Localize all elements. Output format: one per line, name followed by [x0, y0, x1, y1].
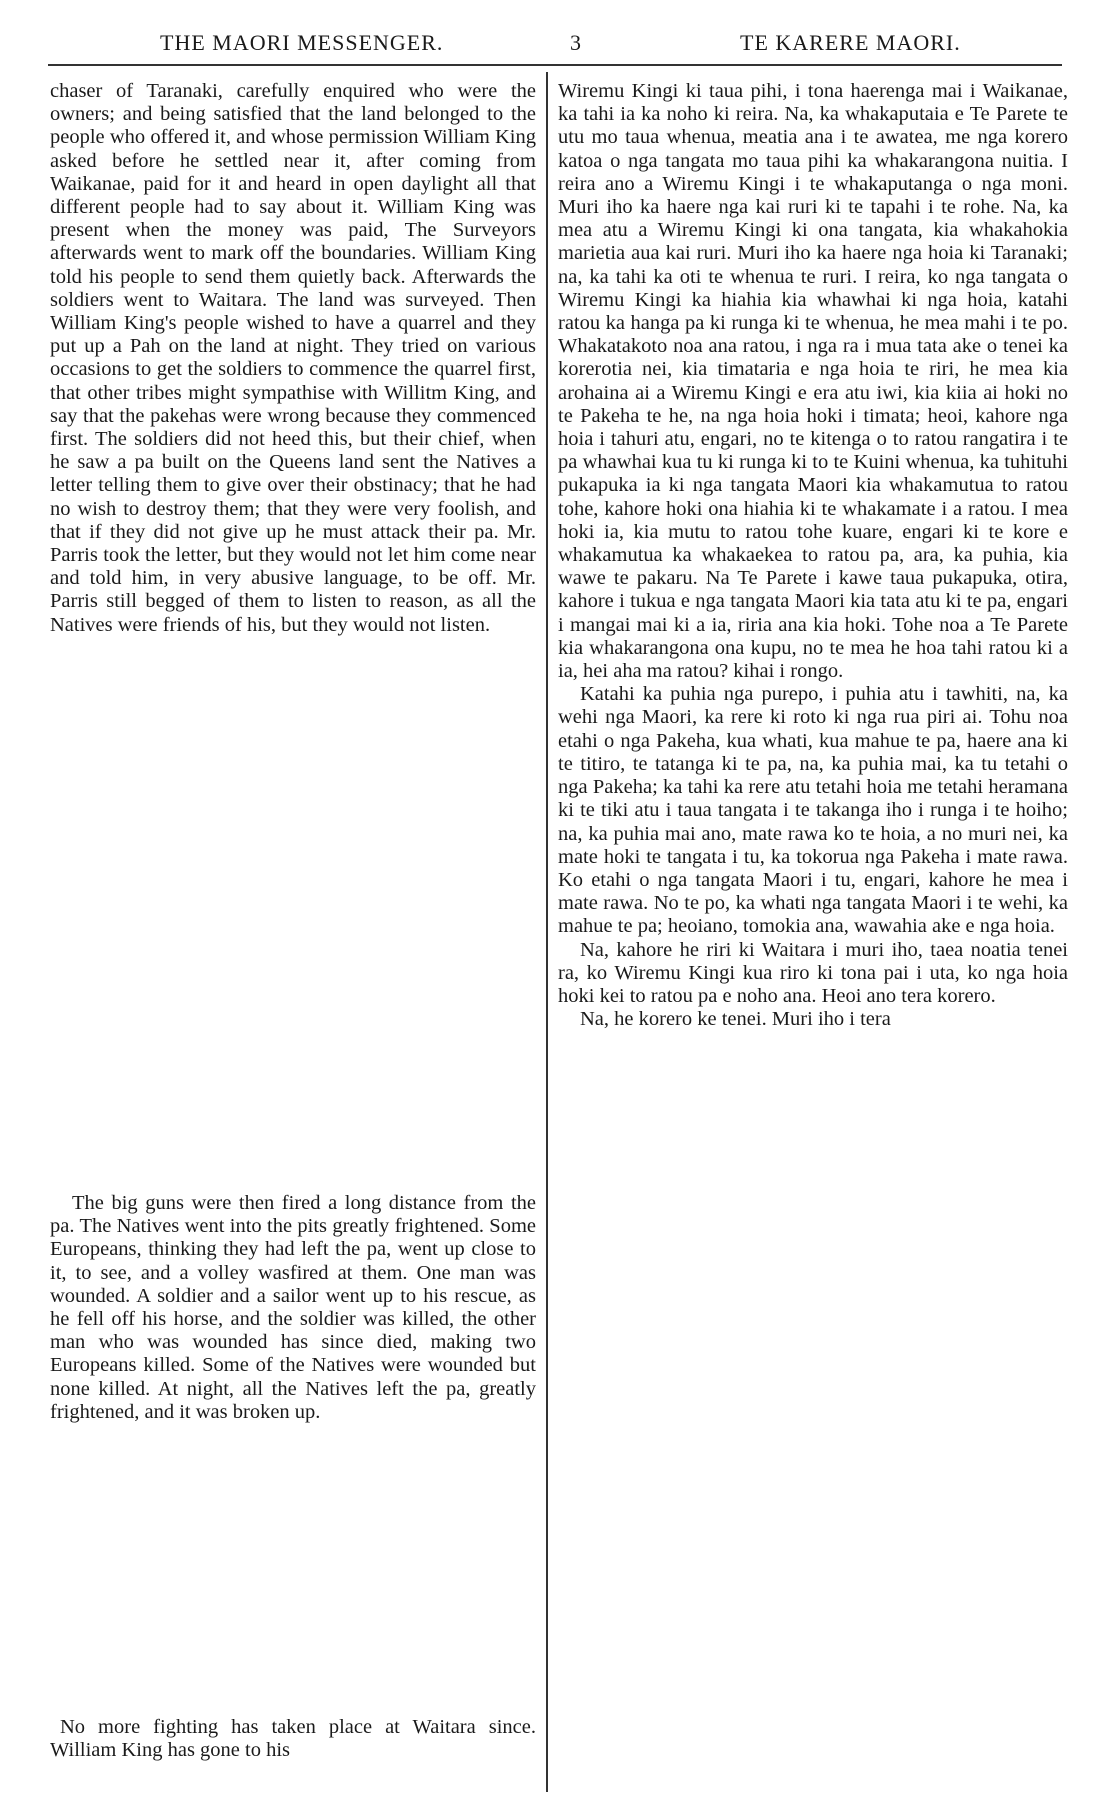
header-rule	[48, 64, 1062, 66]
maori-masthead: TE KARERE MAORI.	[740, 30, 961, 55]
maori-paragraph-4: Na, he korero ke tenei. Muri iho i tera	[580, 1008, 891, 1031]
column-divider	[546, 72, 548, 1792]
maori-paragraph-2: Katahi ka puhia nga purepo, i puhia atu i tawhiti, na, ka wehi nga Maori, ka rere ki roto ki nga rua piri ai. Tohu noa etahi o nga Pakeha, kua whati, kua mahue te pa, haere ana ki te titiro, te tatanga ki te pa, na, ka puhia mai, ka tu tetahi o nga Pakeha; ka tahi ka rere atu tetahi hoia me tetahi heramana ki te tiki atu i taua tangata i te takanga iho i runga i te hoiho; na, ka puhia mai ano, mate rawa ko te hoia, a no muri nei, ka mate hoki te tangata i tu, ka tokorua nga Pakeha i mate rawa. Ko etahi o nga tangata Maori i tu, engari, kahore he mea i mate rawa. No te po, ka whati nga tangata Maori i te wehi, ka mahue te pa; heoiano, tomokia ana, wawahia ake e nga hoia.	[558, 683, 1068, 938]
maori-paragraph-1: Wiremu Kingi ki taua pihi, i tona haerenga mai i Waikanae, ka tahi ia ka noho ki reira. Na, ka whakaputaia e Te Parete te utu mo taua whenua, meatia ana i te awatea, me nga korero katoa o nga tangata mo taua pihi ka whakarangona nuitia. I reira ano a Wiremu Kingi i te whakaputanga o nga moni. Muri iho ka haere nga kai ruri ki te tapahi i te rohe. Na, ka mea atu a Wiremu Kingi ki ona tangata, kia whakahokia marietia aua kai ruri. Muri iho ka haere nga hoia ki Taranaki; na, ka tahi ka oti te whenua te ruri. I reira, ko nga tangata o Wiremu Kingi ka hiahia kia whawhai ki nga hoia, katahi ratou ka hanga pa ki runga ki te whenua, he mea mahi i te po. Whakatakoto noa ana ratou, i nga ra i mua tata ake o tenei ka korerotia nei, kia timataria e nga hoia te riri, he mea kia arohaina ai a Wiremu Kingi e era atu iwi, kia kiia ai hoki no te Pakeha te he, na nga hoia hoki i timata; heoi, kahore nga hoia i tahuri atu, engari, no te kitenga o to ratou rangatira i te pa whawhai kua tu ki runga ki to te Kuini whenua, ka tuhituhi pukapuka ia ki nga tangata Maori kia whakamutua to ratou tohe, kahore hoki ona hiahia ki te whakamate i a ratou. I mea hoki ia, kia mutu to ratou tohe kuare, engari ki te kore e whakamutua ka whakaekea to ratou pa, ara, ka puhia, kia wawe te pakaru. Na Te Parete i kawe taua pukapuka, otira, kahore i tukua e nga tangata Maori kia tata atu ki te pa, engari i mangai mai ki a ia, riria ana kia hoki. Tohe noa a Te Parete kia whakarangona ona kupu, no te mea he hoa tahi ratou ki a ia, hei aha ma ratou? kihai i rongo.	[558, 80, 1068, 683]
page-header	[40, 22, 1074, 62]
english-paragraph-3: No more fighting has taken place at Waitara since. William King has gone to his	[50, 1716, 536, 1762]
english-paragraph-1: chaser of Taranaki, carefully enquired who were the owners; and being satisfied that the land belonged to the people who offered it, and whose permission William King asked before he settled near it, after coming from Waikanae, paid for it and heard in open daylight all that different people had to say about it. William King was present when the money was paid, The Surveyors afterwards went to mark off the boundaries. William King told his people to send them quietly back. Afterwards the soldiers went to Waitara. The land was surveyed. Then William King's people wished to have a quarrel and they put up a Pah on the land at night. They tried on various occasions to get the soldiers to commence the quarrel first, that other tribes might sympathise with Willitm King, and say that the pakehas were wrong because they commenced first. The soldiers did not heed this, but their chief, when he saw a pa built on the Queens land sent the Natives a letter telling them to give over their obstinacy; that he had no wish to destroy them; that they were very foolish, and that if they did not give up he must attack their pa. Mr. Parris took the letter, but they would not let him come near and told him, in very abusive language, to be off. Mr. Parris still begged of them to listen to reason, as all the Natives were friends of his, but they would not listen.	[50, 80, 536, 636]
english-column	[50, 80, 536, 637]
page-number: 3	[570, 30, 582, 55]
maori-paragraph-3: Na, kahore he riri ki Waitara i muri iho, taea noatia tenei ra, ko Wiremu Kingi kua riro ki tona pai i uta, ko nga hoia hoki kei to ratou pa e noho ana. Heoi ano tera korero.	[558, 938, 1068, 1007]
english-masthead: THE MAORI MESSENGER.	[160, 30, 444, 55]
maori-column	[558, 80, 1068, 1031]
english-paragraph-2: The big guns were then fired a long distance from the pa. The Natives went into the pits greatly frightened. Some Europeans, thinking they had left the pa, went up close to it, to see, and a volley wasfired at them. One man was wounded. A soldier and a sailor went up to his rescue, as he fell off his horse, and the soldier was killed, the other man who was wounded has since died, making two Europeans killed. Some of the Natives were wounded but none killed. At night, all the Natives left the pa, greatly frightened, and it was broken up.	[50, 1192, 536, 1423]
